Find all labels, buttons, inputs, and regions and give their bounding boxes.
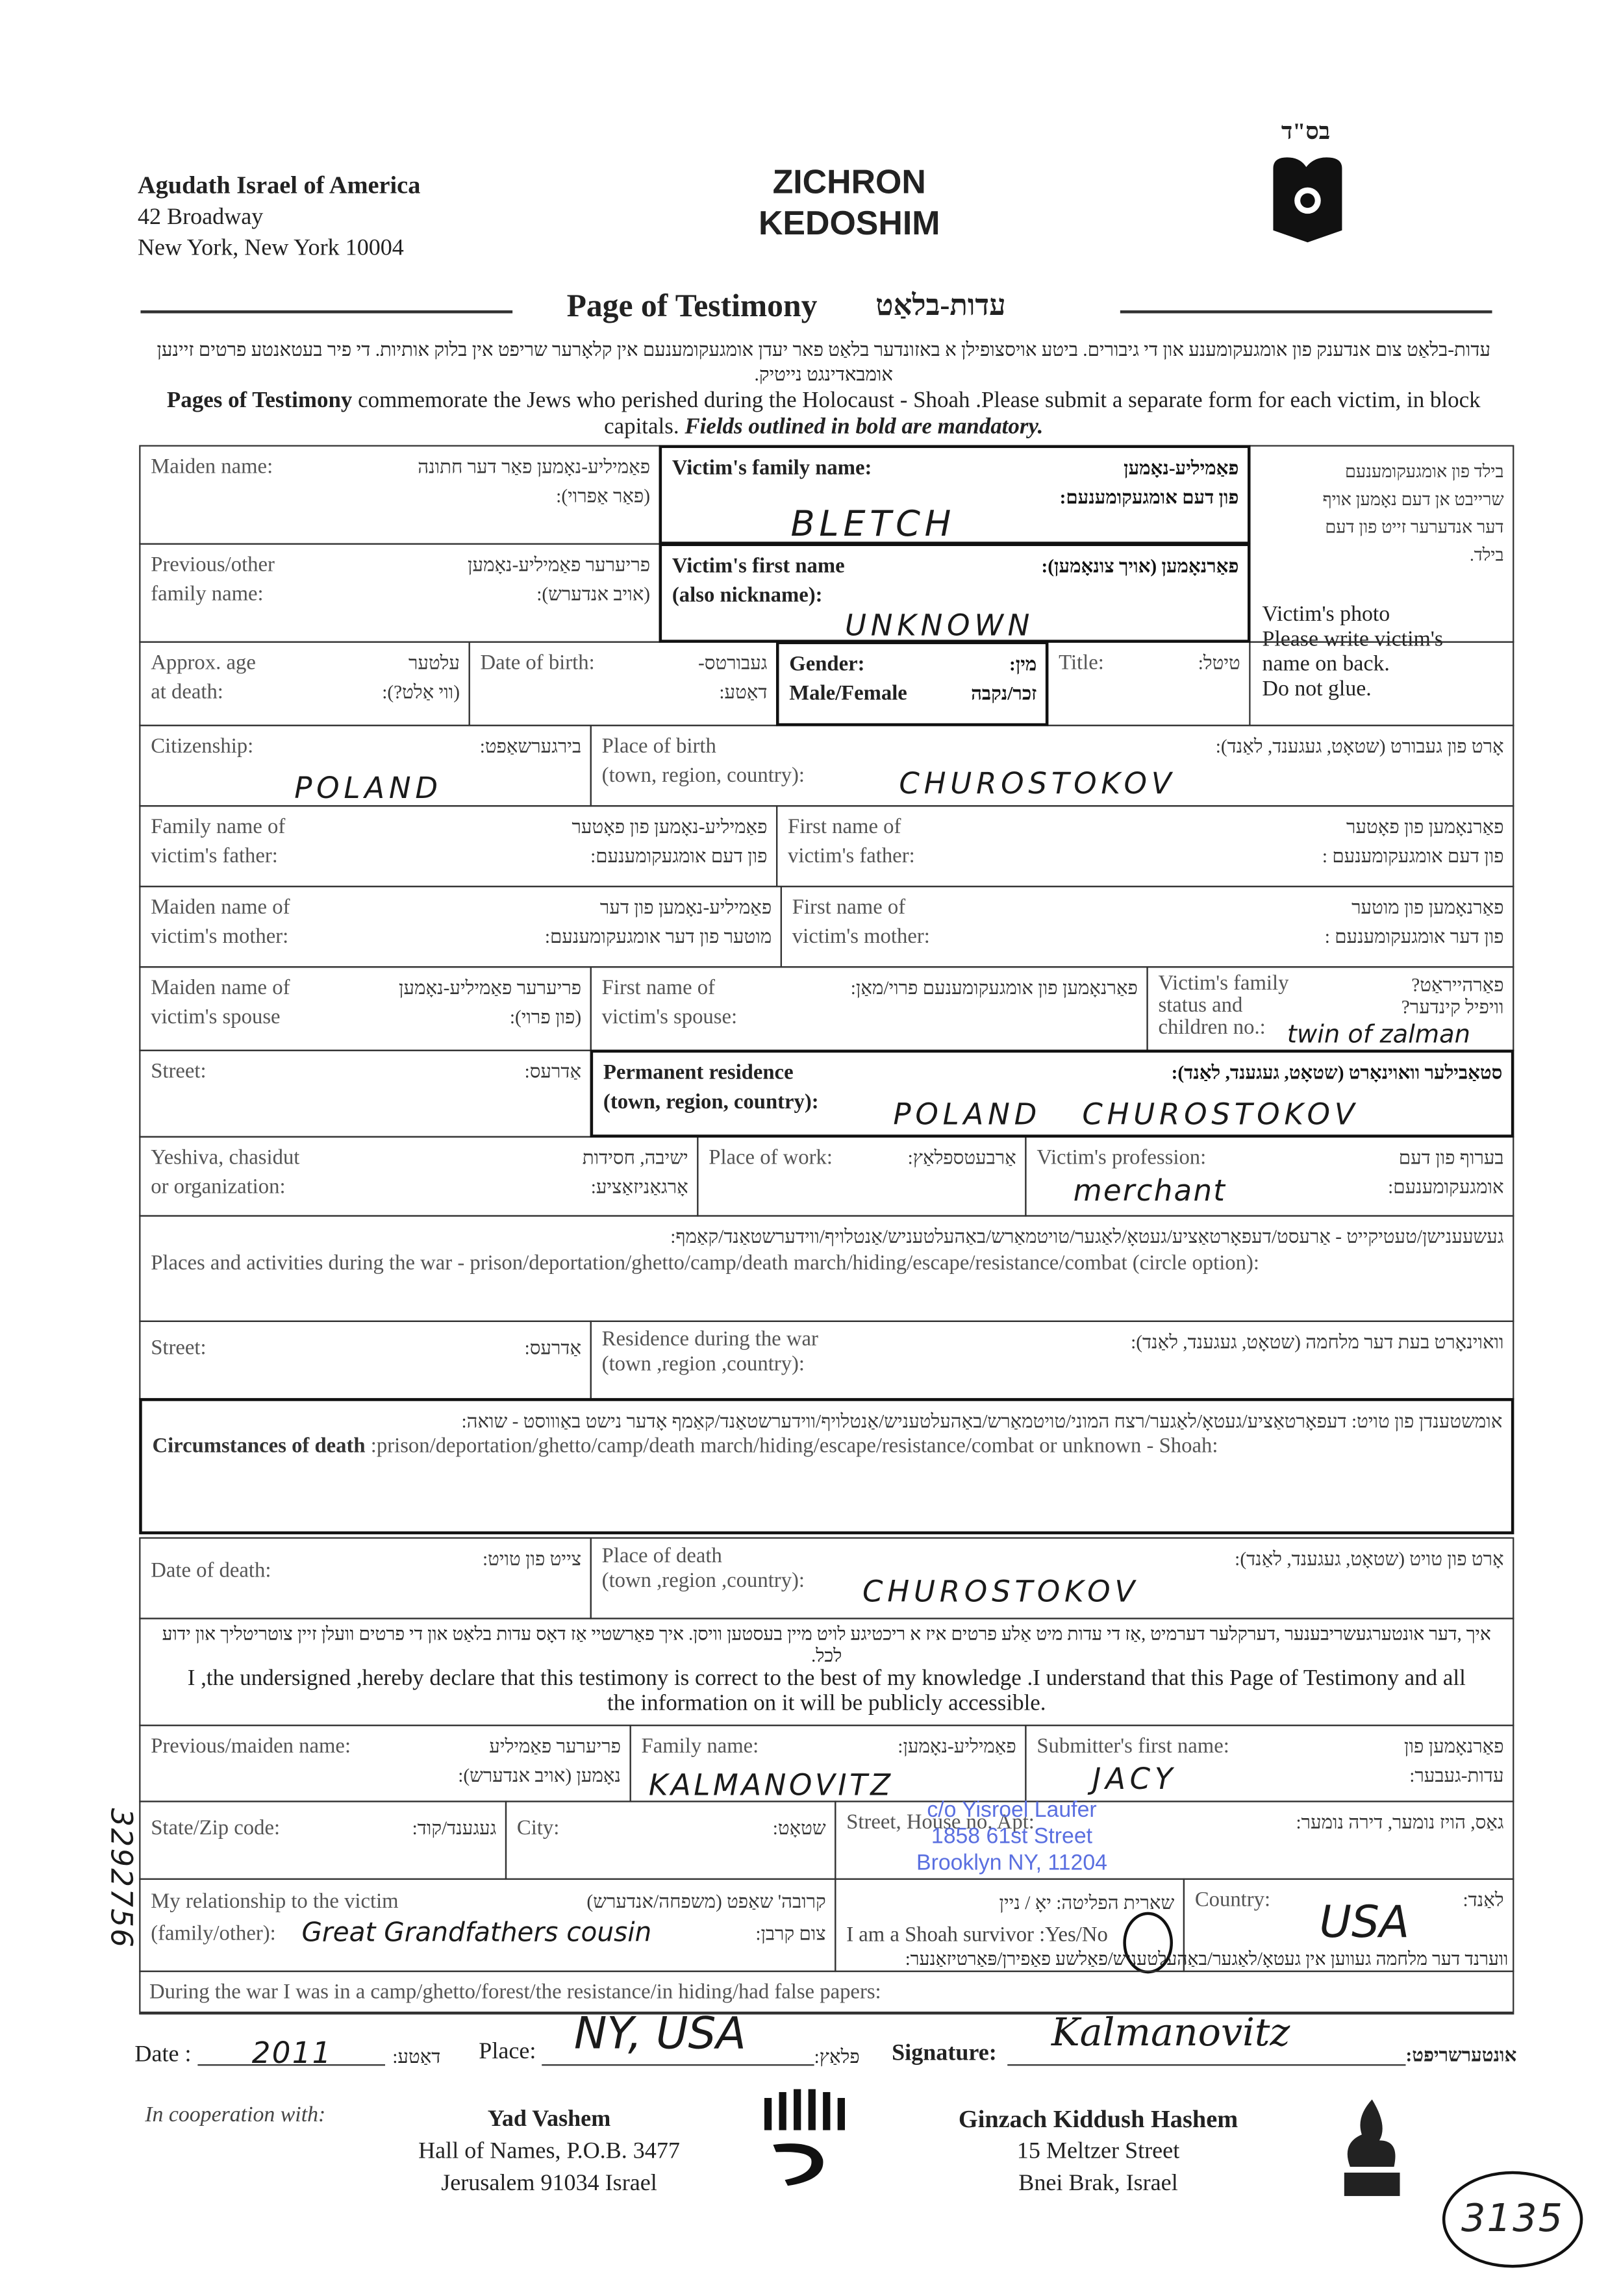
label: Maiden name: bbox=[151, 455, 273, 479]
handwritten-value: USA bbox=[1319, 1897, 1410, 1949]
mother-first-name-field[interactable] bbox=[781, 886, 1514, 967]
circled-page-number: 3135 bbox=[1442, 2171, 1583, 2268]
label-he: ישיבה, חסידות אָרגאַניזאַציע: bbox=[582, 1146, 688, 1198]
declaration-yiddish: איך ,דער אונטערגעשריבענער ,דערקלער דערמיט ,אַז די עדות מיט אַלע פרטים איז א ריכטיגע לויט מיין בעסטען וויסן. איך פאַרשטיי אַז דאָס עדות בלאַט און די פרטים וועלן זיין צוטריטליך און ידוע לכל. bbox=[162, 1623, 1491, 1666]
label-he: פאַרנאָמען פון מוטער פון דער אומגעקומענעם : bbox=[1324, 895, 1504, 947]
label: I am a Shoah survivor :Yes/No bbox=[846, 1923, 1108, 1947]
war-residence-field[interactable] bbox=[590, 1321, 1514, 1400]
victim-family-name-field[interactable] bbox=[659, 445, 1251, 544]
label-he: בילד פון אומגעקומענעם שרייבט אן דעם נאָמען אויף דער אנדערער זייט פון דעם בילד. bbox=[1322, 461, 1504, 566]
previous-family-name-field[interactable] bbox=[139, 543, 660, 642]
label: My relationship to the victim (family/other): bbox=[151, 1890, 399, 1946]
mandatory-note: Fields outlined in bold are mandatory. bbox=[685, 414, 1044, 440]
label-he: געבורטס- דאַטע: bbox=[698, 651, 768, 703]
label: Title: bbox=[1059, 651, 1104, 675]
title-line-2: KEDOSHIM bbox=[758, 203, 940, 242]
label: Previous/other family name: bbox=[151, 553, 275, 606]
declaration bbox=[139, 1617, 1514, 1726]
place-line bbox=[542, 2064, 814, 2065]
zichron-kedoshim-title bbox=[732, 161, 966, 243]
org-address-2: New York, New York 10004 bbox=[137, 236, 404, 261]
handwritten-value: twin of zalman bbox=[1287, 1020, 1470, 1050]
label: Family name of victim's father: bbox=[151, 815, 286, 869]
label-he: עלטער (ווי אַלט?): bbox=[382, 651, 460, 703]
handwritten-value: POLAND CHUROSTOKOV bbox=[893, 1096, 1359, 1132]
cooperation-label: In cooperation with: bbox=[145, 2104, 326, 2128]
victim-first-name-field[interactable] bbox=[659, 543, 1251, 642]
handwritten-value: BLETCH bbox=[790, 503, 956, 545]
label-bold: Circumstances of death bbox=[152, 1434, 366, 1458]
label: Victim's family status and children no.: bbox=[1158, 972, 1289, 1040]
address-line: Bnei Brak, Israel bbox=[1018, 2171, 1178, 2197]
tablets-logo-icon bbox=[1268, 156, 1348, 252]
stamp-line: c/o Yisroel Laufer bbox=[927, 1797, 1097, 1823]
signature-line bbox=[1007, 2064, 1405, 2065]
side-ink-number: 3292756 bbox=[104, 1808, 140, 1949]
place-value[interactable]: NY, USA bbox=[573, 2008, 746, 2060]
yeshiva-field[interactable] bbox=[139, 1136, 698, 1217]
label: Street, House no. Apt: bbox=[846, 1811, 1035, 1835]
label-he: פאַמיליע-נאָמען פון דער מוטער פון דער אומגעקומענעם: bbox=[544, 895, 772, 947]
place-label: Place: bbox=[479, 2039, 536, 2065]
label: Street: bbox=[151, 1336, 207, 1360]
label-he: פאַמיליע-נאָמען פון דעם אומגעקומענעם: bbox=[1059, 456, 1239, 508]
label: First name of victim's spouse: bbox=[601, 976, 738, 1030]
handwritten-value: merchant bbox=[1073, 1173, 1227, 1208]
handwritten-value: KALMANOVITZ bbox=[648, 1767, 894, 1803]
gender-field[interactable] bbox=[776, 642, 1048, 727]
submitter-maiden-name-field[interactable] bbox=[139, 1725, 631, 1802]
ginzach-name: Ginzach Kiddush Hashem bbox=[958, 2105, 1238, 2134]
label: Citizenship: bbox=[151, 734, 254, 758]
place-of-birth-field[interactable] bbox=[590, 725, 1514, 806]
label-he: אַדרעס: bbox=[524, 1336, 582, 1359]
label: Victim's family name: bbox=[672, 456, 872, 480]
places-activities-field[interactable] bbox=[139, 1215, 1514, 1322]
street-house-field[interactable] bbox=[835, 1797, 1514, 1880]
label-he: שארית הפליטה: יאָ / ניין bbox=[999, 1891, 1175, 1914]
father-family-name-field[interactable] bbox=[139, 805, 777, 887]
during-war-label: During the war I was in a camp/ghetto/forest/the resistance/in hiding/had false papers: bbox=[149, 1980, 881, 2004]
label: Places and activities during the war - prison/deportation/ghetto/camp/death march/hiding/escape/resistance/combat (circle option): bbox=[151, 1251, 1259, 1275]
label: Yeshiva, chasidut or organization: bbox=[151, 1146, 300, 1199]
intro-bold: Pages of Testimony bbox=[166, 388, 353, 413]
label: Victim's profession: bbox=[1037, 1146, 1207, 1170]
org-name: Agudath Israel of America bbox=[137, 171, 421, 199]
citizenship-field[interactable] bbox=[139, 725, 592, 806]
label-text: :prison/deportation/ghetto/camp/death march/hiding/escape/resistance/combat or unknown - Shoah: bbox=[365, 1434, 1218, 1458]
label-he: אָרט פון געבורט (שטאָט, געגענד, לאַנד): bbox=[1215, 734, 1504, 757]
date-of-birth-field[interactable] bbox=[469, 642, 778, 727]
war-street-field[interactable] bbox=[139, 1321, 592, 1400]
ginzach-address bbox=[930, 2104, 1267, 2201]
city-field[interactable] bbox=[505, 1801, 836, 1880]
handwritten-value: CHUROSTOKOV bbox=[899, 766, 1176, 801]
label-he: פאַרנאָמען פון עדות-געבער: bbox=[1404, 1734, 1504, 1786]
handwritten-value: JACY bbox=[1092, 1761, 1177, 1797]
handwritten-value: POLAND bbox=[294, 769, 442, 806]
label-he: פאַרנאָמען (אויך צונאָמען): bbox=[1041, 555, 1239, 577]
label-he: פריערער פאַמיליע-נאָמען (פון פרוי): bbox=[399, 976, 582, 1028]
maiden-name-field[interactable] bbox=[139, 445, 660, 544]
date-of-death-field[interactable] bbox=[139, 1537, 592, 1619]
signature-value[interactable]: Kalmanovitz bbox=[1051, 2011, 1290, 2056]
yad-vashem-address bbox=[396, 2104, 703, 2201]
label: Previous/maiden name: bbox=[151, 1734, 351, 1758]
submitter-family-name-field[interactable] bbox=[630, 1725, 1027, 1802]
label: Maiden name of victim's spouse bbox=[151, 976, 290, 1030]
place-of-death-field[interactable] bbox=[590, 1537, 1514, 1619]
label-he: פאַרנאָמען פון פאָטער פון דעם אומגעקומענעם : bbox=[1322, 815, 1504, 867]
label: Place of work: bbox=[709, 1146, 833, 1170]
label: First name of victim's father: bbox=[788, 815, 915, 869]
victim-photo-box[interactable] bbox=[1249, 445, 1514, 702]
label-he: סטאַבילער וואוינאָרט (שטאָט, געגענד, לאַנד): bbox=[1171, 1061, 1503, 1084]
spouse-first-name-field[interactable] bbox=[590, 966, 1148, 1051]
label-he: קרובה' שאַפט (משפחה/אנדערש) צום קרבן: bbox=[586, 1890, 826, 1945]
intro-yiddish: עדות-בלאַט צום אנדענק פון אומגעקומענע און די גיבורים. ביטע אויסצופילן א באזונדער בלאַט פאר יעדן אומגעקומענעם אין קלאָרער שריפט אין בלוק אותיות. די פיר בעטאנטע פרטים זיינען אומבאדינגט נייטיק. bbox=[157, 338, 1491, 385]
street-field[interactable] bbox=[139, 1050, 592, 1138]
place-of-work-field[interactable] bbox=[697, 1136, 1026, 1217]
label: First name of victim's mother: bbox=[792, 895, 930, 949]
title-rule-left bbox=[140, 310, 512, 312]
ginzach-flame-logo-icon bbox=[1335, 2097, 1409, 2210]
label-he: וואוינאָרט בעת דער מלחמה (שטאָט, געגענד, לאַנד): bbox=[1131, 1330, 1504, 1353]
profession-field[interactable] bbox=[1025, 1136, 1514, 1217]
label bbox=[152, 1432, 1218, 1461]
label-he: פאַרהייראַט? וויפיל קינדער? bbox=[1401, 973, 1504, 1018]
address-line: 15 Meltzer Street bbox=[1016, 2139, 1180, 2164]
label: City: bbox=[516, 1817, 560, 1841]
family-status-field[interactable] bbox=[1146, 966, 1514, 1051]
label-he: צייט פון טויט: bbox=[482, 1547, 582, 1570]
stamp-line: 1858 61st Street bbox=[931, 1824, 1093, 1849]
stamp-line: Brooklyn NY, 11204 bbox=[916, 1850, 1107, 1876]
label: Gender: Male/Female bbox=[789, 653, 907, 706]
title-line-1: ZICHRON bbox=[772, 162, 926, 201]
label-he: פריערער פאַמיליע נאָמען (אויב אנדערש): bbox=[458, 1734, 621, 1786]
label: Place of death (town ,region ,country): bbox=[601, 1544, 805, 1593]
label-he: פאַמיליע-נאָמען: bbox=[898, 1734, 1016, 1757]
yad-vashem-logo-icon bbox=[759, 2086, 849, 2196]
declaration-english: I ,the undersigned ,hereby declare that this testimony is correct to the best of my knowledge .I understand that this Page of Testimony and all the information on it will be publicly accessible. bbox=[187, 1666, 1466, 1716]
mother-maiden-name-field[interactable] bbox=[139, 886, 782, 967]
during-war-label-he: ווערנד דער מלחמה געווען אין געטאָ/לאַגער/באַהעלטעניש/פאַלשע פאַפירן/פּאַרטיזאַנער: bbox=[905, 1949, 1509, 1969]
label: Date of death: bbox=[151, 1559, 271, 1583]
label: Street: bbox=[151, 1060, 207, 1084]
date-label-he: דאַטע: bbox=[392, 2045, 441, 2067]
label-he: געשעענישן/טעטיקייט - אַרעסט/דעפאָרטאַציע/געטאָ/לאַגער/טויטמאַרש/באַהעלטעניש/אַנטלויף/ווידערשטאַנד/קאַמף: bbox=[670, 1225, 1504, 1248]
label: Permanent residence (town, region, country): bbox=[603, 1061, 819, 1114]
handwritten-value: Great Grandfathers cousin bbox=[301, 1917, 652, 1949]
label: Approx. age at death: bbox=[151, 651, 256, 705]
label-he: גאַס, הויז נומער, דירה נומער: bbox=[1296, 1811, 1504, 1833]
label-he: פריערער פאַמיליע-נאָמען (אויב אנדערש): bbox=[468, 553, 651, 605]
submitter-first-name-field[interactable] bbox=[1025, 1725, 1514, 1802]
label-he: טיטל: bbox=[1198, 651, 1240, 674]
label-he: אַרבעטספלאַץ: bbox=[907, 1146, 1016, 1169]
title-field-extension bbox=[1249, 642, 1514, 727]
handwritten-value: CHUROSTOKOV bbox=[862, 1573, 1140, 1609]
age-at-death-field[interactable] bbox=[139, 642, 470, 727]
address-line: Hall of Names, P.O.B. 3477 bbox=[418, 2139, 680, 2164]
label: Date of birth: bbox=[480, 651, 595, 675]
label-he: פאַמיליע-נאָמען פאַר דער חתונה (פאַר אַפרוי): bbox=[418, 455, 651, 507]
label: Maiden name of victim's mother: bbox=[151, 895, 290, 949]
label: Victim's photo Please write victim's name on back. Do not glue. bbox=[1262, 603, 1444, 702]
signature-label: Signature: bbox=[892, 2041, 997, 2066]
intro-text: commemorate the Jews who perished during the Holocaust - Shoah .Please submit a separate form for each victim, in block capitals. bbox=[352, 388, 1481, 440]
label-he: שטאָט: bbox=[772, 1817, 826, 1839]
label-he: לאַנד: bbox=[1463, 1888, 1504, 1911]
place-label-he: פלאַץ: bbox=[814, 2045, 860, 2067]
label-he: אַדרעס: bbox=[524, 1060, 582, 1082]
label: State/Zip code: bbox=[151, 1817, 281, 1841]
circumstances-of-death-field[interactable] bbox=[139, 1398, 1514, 1534]
address-line: Jerusalem 91034 Israel bbox=[441, 2171, 657, 2197]
title-field[interactable] bbox=[1047, 642, 1250, 727]
title-rule-right bbox=[1120, 310, 1492, 312]
handwritten-value: UNKNOWN bbox=[844, 607, 1035, 643]
label-he: בערוף פון דעם אומגעקומענעם: bbox=[1388, 1146, 1504, 1198]
label-he: בירגערשאַפט: bbox=[479, 734, 582, 757]
label: Victim's first name (also nickname): bbox=[672, 555, 845, 608]
org-address-1: 42 Broadway bbox=[137, 205, 264, 230]
label-he: אומשטענדן פון טויט: דעפאָרטאַציע/געטאָ/לאַגער/רצח המוני/טויטמאַרש/באַהעלטעניש/אַנטלויף/ווידערשטאַנד/קאַמף אָדער נישט באַוווסט - שואה: bbox=[461, 1410, 1503, 1432]
bsd-mark: בס"ד bbox=[1281, 119, 1331, 145]
label: Country: bbox=[1194, 1888, 1271, 1912]
yad-vashem-name: Yad Vashem bbox=[487, 2106, 611, 2132]
label-he: פאַמיליע-נאָמען פון פאָטער פון דעם אומגעקומענעם: bbox=[572, 815, 768, 867]
page-title-yiddish: עדות-בלאַט bbox=[875, 290, 1006, 323]
label: Residence during the war (town ,region ,country): bbox=[601, 1328, 818, 1377]
label: Family name: bbox=[641, 1734, 759, 1758]
label: Place of birth (town, region, country): bbox=[601, 734, 805, 788]
label-he: אָרט פון טויט (שטאָט, געגענד, לאַנד): bbox=[1235, 1547, 1504, 1570]
date-label: Date : bbox=[134, 2042, 192, 2067]
permanent-residence-field[interactable] bbox=[590, 1050, 1514, 1138]
label-he: געגענד/קוד: bbox=[412, 1817, 497, 1839]
label: Submitter's first name: bbox=[1037, 1734, 1229, 1758]
date-value[interactable]: 2011 bbox=[251, 2035, 333, 2071]
state-zip-field[interactable] bbox=[139, 1801, 507, 1880]
father-first-name-field[interactable] bbox=[776, 805, 1514, 887]
label-he: מין: זכר/נקבה bbox=[971, 653, 1037, 705]
spouse-maiden-name-field[interactable] bbox=[139, 966, 592, 1051]
signature-label-he: אונטערשריפט: bbox=[1405, 2043, 1517, 2066]
intro-english bbox=[146, 388, 1501, 440]
label-he: פאַרנאָמען פון אומגעקומענעם פרוי/מאַן: bbox=[850, 976, 1138, 999]
page-title: Page of Testimony bbox=[566, 286, 818, 324]
address-stamp bbox=[895, 1798, 1129, 1877]
